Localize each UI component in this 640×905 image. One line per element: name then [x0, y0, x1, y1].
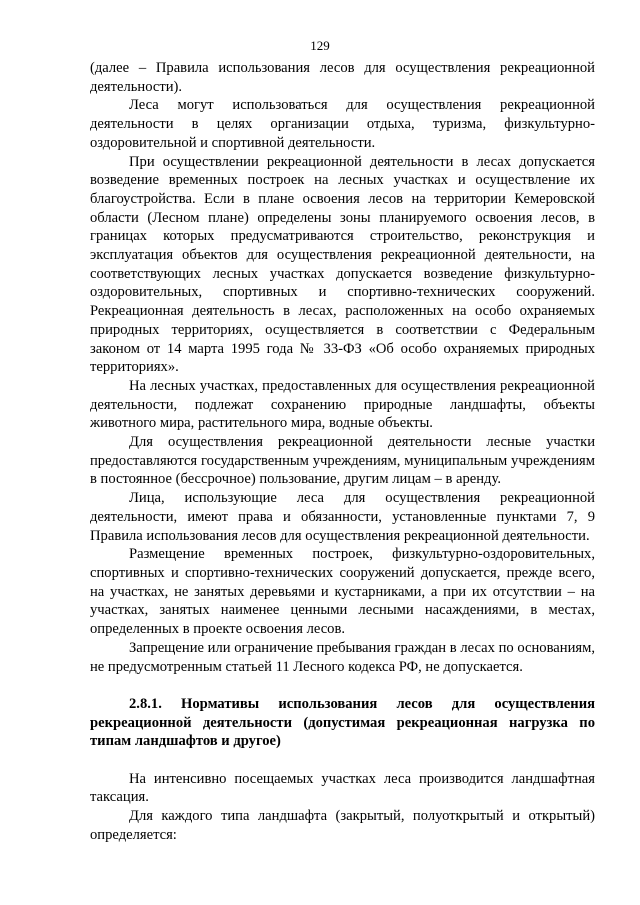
paragraph: При осуществлении рекреационной деятельности в лесах допускается возведение временных построек на лесных участках и осуществление их благоустройства. Если в плане освоения лесов на территории Кемеровской области (Лесном плане) определены зоны планируемого освоения лесов, в границах которых предусматриваются строительство, реконструкция и эксплуатация объектов для осуществления рекреационной деятельности, на соответствующих лесных участках допускается возведение физкультурно-оздоровительных, спортивных и спортивно-технических сооружений. Рекреационная деятельность в лесах, расположенных на особо охраняемых природных территориях, осуществляется в соответствии с Федеральным законом от 14 марта 1995 года № 33-ФЗ «Об особо охраняемых природных территориях».: [90, 153, 595, 376]
paragraph: На лесных участках, предоставленных для осуществления рекреационной деятельности, подлежат сохранению природные ландшафты, объекты животного мира, растительного мира, водные объекты.: [90, 377, 595, 432]
section-heading: 2.8.1. Нормативы использования лесов для осуществления рекреационной деятельности (допустимая рекреационная нагрузка по типам ландшафтов и другое): [90, 695, 595, 750]
paragraph: Запрещение или ограничение пребывания граждан в лесах по основаниям, не предусмотренным статьей 11 Лесного кодекса РФ, не допускается.: [90, 639, 595, 675]
document-body: [90, 59, 595, 845]
page-number: 129: [310, 38, 330, 53]
paragraph: На интенсивно посещаемых участках леса производится ландшафтная таксация.: [90, 770, 595, 806]
paragraph-continuation: (далее – Правила использования лесов для осуществления рекреационной деятельности).: [90, 60, 595, 95]
paragraph: Для осуществления рекреационной деятельности лесные участки предоставляются государственным учреждениям, муниципальным учреждениям в постоянное (бессрочное) пользование, другим лицам – в аренду.: [90, 434, 595, 488]
paragraph: Леса могут использоваться для осуществления рекреационной деятельности в целях организации отдыха, туризма, физкультурно-оздоровительной и спортивной деятельности.: [90, 97, 595, 151]
paragraph: Размещение временных построек, физкультурно-оздоровительных, спортивных и спортивно-технических сооружений допускается, прежде всего, на участках, не занятых деревьями и кустарниками, а при их отсутствии – на участках, занятых наименее ценными лесными насаждениями, в местах, определенных в проекте освоения лесов.: [90, 546, 595, 638]
paragraph: Лица, использующие леса для осуществления рекреационной деятельности, имеют права и обязанности, установленные пунктами 7, 9 Правила использования лесов для осуществления рекреационной деятельности.: [90, 490, 595, 544]
paragraph: Для каждого типа ландшафта (закрытый, полуоткрытый и открытый) определяется:: [90, 808, 595, 843]
